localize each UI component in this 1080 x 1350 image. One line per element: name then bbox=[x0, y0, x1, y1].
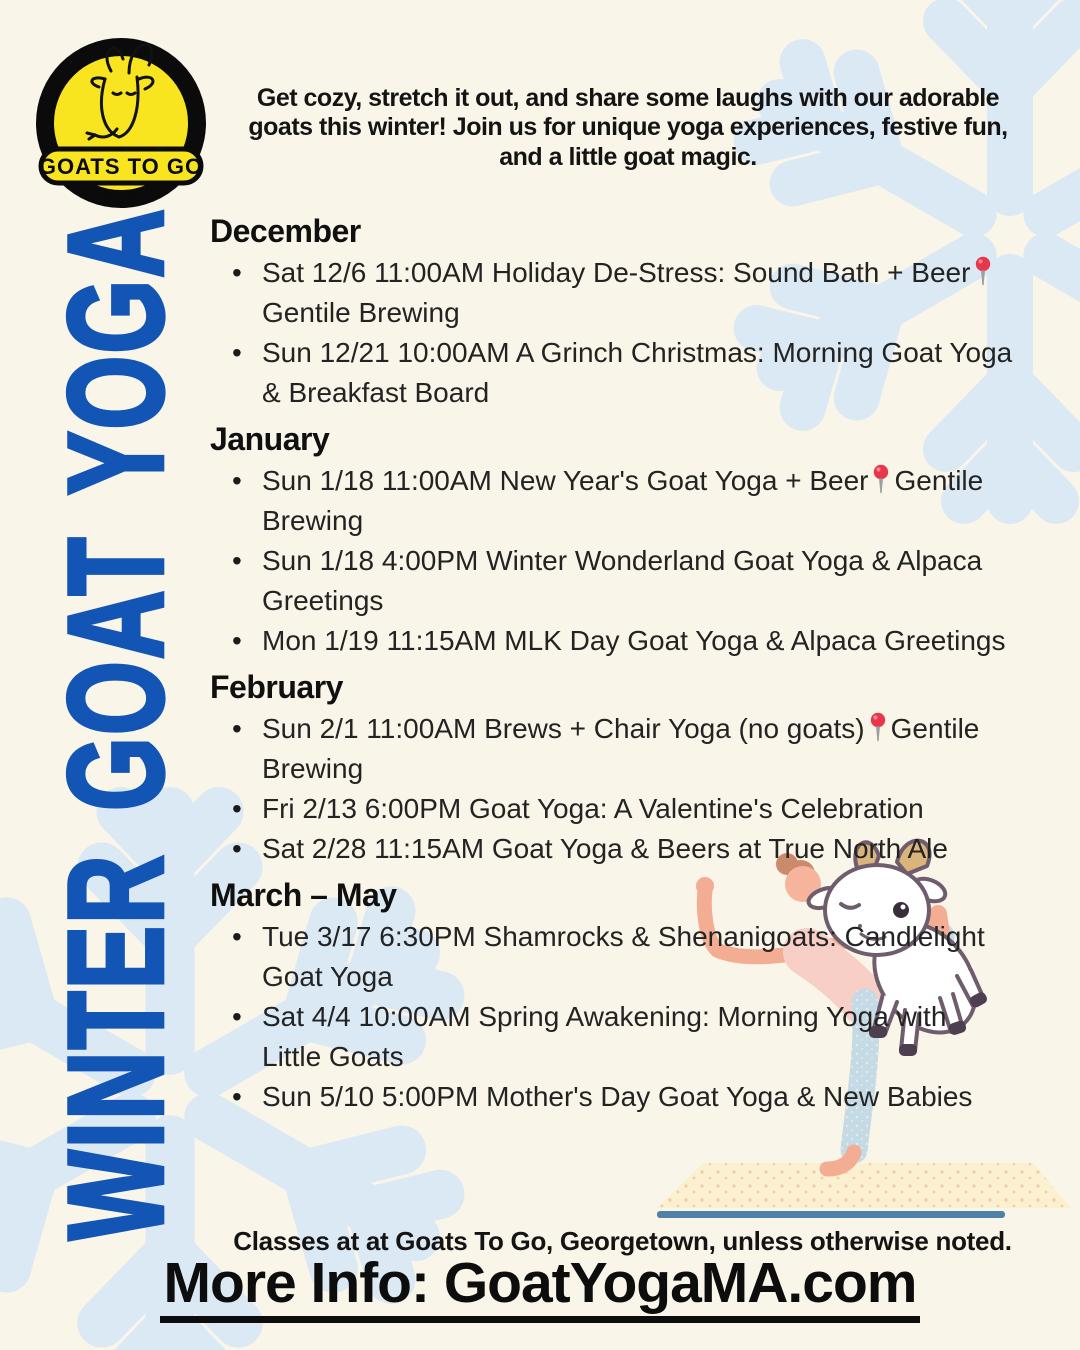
event-item bbox=[210, 621, 1013, 661]
event-text: Sat 2/28 11:15AM Goat Yoga & Beers at True North Ale bbox=[262, 833, 948, 864]
event-text: Sat 4/4 10:00AM Spring Awakening: Morning Yoga with Little Goats bbox=[262, 1001, 947, 1072]
event-text: Mon 1/19 11:15AM MLK Day Goat Yoga & Alpaca Greetings bbox=[262, 625, 1006, 656]
month-heading: December bbox=[210, 213, 361, 249]
event-item bbox=[210, 333, 1013, 413]
month-section bbox=[210, 209, 1013, 413]
event-text: Sun 1/18 11:00AM New Year's Goat Yoga + Beer bbox=[262, 465, 869, 496]
event-item bbox=[210, 789, 1013, 829]
event-item bbox=[210, 253, 1013, 333]
logo-brand-text: GOATS TO GO bbox=[38, 154, 204, 179]
more-info-link[interactable]: More Info: GoatYogaMA.com bbox=[0, 1254, 1080, 1323]
event-list bbox=[210, 709, 1013, 869]
goats-to-go-logo bbox=[34, 36, 208, 210]
event-item bbox=[210, 461, 1013, 541]
location-pin-icon bbox=[972, 256, 994, 287]
event-item bbox=[210, 541, 1013, 621]
event-item bbox=[210, 997, 1013, 1077]
event-list bbox=[210, 917, 1013, 1117]
event-list bbox=[210, 253, 1013, 413]
event-text: Sun 2/1 11:00AM Brews + Chair Yoga (no goats) bbox=[262, 713, 865, 744]
month-heading: March – May bbox=[210, 877, 397, 913]
month-section bbox=[210, 665, 1013, 869]
footer-note: Classes at at Goats To Go, Georgetown, unless otherwise noted. bbox=[233, 1226, 1012, 1256]
event-location: Gentile Brewing bbox=[262, 297, 460, 328]
event-text: Fri 2/13 6:00PM Goat Yoga: A Valentine's Celebration bbox=[262, 793, 924, 824]
event-item bbox=[210, 829, 1013, 869]
event-schedule bbox=[210, 205, 1013, 1117]
event-item bbox=[210, 917, 1013, 997]
event-text: Sun 5/10 5:00PM Mother's Day Goat Yoga & New Babies bbox=[262, 1081, 973, 1112]
month-heading: February bbox=[210, 669, 343, 705]
location-pin-icon bbox=[867, 712, 889, 743]
location-pin-icon bbox=[870, 464, 892, 495]
logo-website-text: www.goatstogo.farm bbox=[79, 189, 163, 199]
month-heading: January bbox=[210, 421, 330, 457]
page-title: WINTER GOAT YOGA bbox=[41, 207, 193, 1240]
event-location: Gentile Brewing bbox=[262, 713, 980, 784]
event-item bbox=[210, 709, 1013, 789]
intro-text: Get cozy, stretch it out, and share some laughs with our adorable goats this winter! Join us for unique yoga experiences, festive fun, and a little goat magic. bbox=[248, 84, 1008, 171]
event-list bbox=[210, 461, 1013, 661]
event-text: Sun 1/18 4:00PM Winter Wonderland Goat Yoga & Alpaca Greetings bbox=[262, 545, 983, 616]
month-section bbox=[210, 417, 1013, 661]
event-item bbox=[210, 1077, 1013, 1117]
event-text: Tue 3/17 6:30PM Shamrocks & Shenanigoats: Candlelight Goat Yoga bbox=[262, 921, 985, 992]
event-text: Sat 12/6 11:00AM Holiday De-Stress: Sound Bath + Beer bbox=[262, 257, 971, 288]
event-location: Gentile Brewing bbox=[262, 465, 984, 536]
event-text: Sun 12/21 10:00AM A Grinch Christmas: Morning Goat Yoga & Breakfast Board bbox=[262, 337, 1013, 408]
month-section bbox=[210, 873, 1013, 1117]
